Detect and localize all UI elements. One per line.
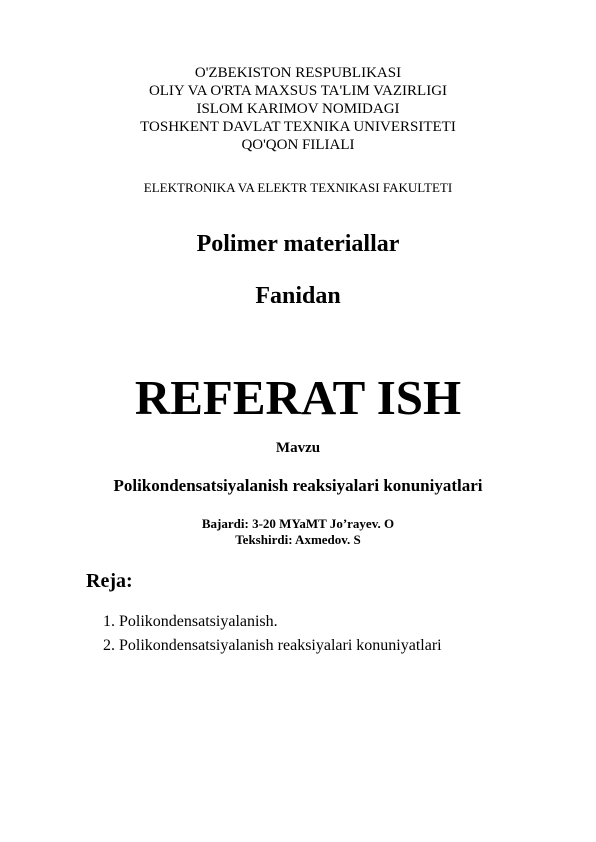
header-line-ministry: OLIY VA O'RTA MAXSUS TA'LIM VAZIRLIGI	[148, 83, 448, 99]
header-line-branch: QO'QON FILIALI	[241, 137, 355, 153]
institution-header	[0, 64, 596, 154]
checked-by: Tekshirdi: Axmedov. S	[235, 532, 361, 547]
header-line-named-after: ISLOM KARIMOV NOMIDAGI	[196, 101, 400, 117]
subject-suffix: Fanidan	[255, 283, 341, 309]
executor-info	[0, 516, 596, 548]
plan-title: Reja:	[86, 570, 133, 592]
document-type-heading: REFERAT ISH	[134, 370, 462, 425]
faculty-name: ELEKTRONIKA VA ELEKTR TEXNIKASI FAKULTETI	[143, 180, 453, 195]
subject-title: Polimer materiallar	[196, 231, 400, 257]
plan-list	[103, 610, 442, 658]
topic-label: Mavzu	[275, 440, 321, 456]
executed-by: Bajardi: 3-20 MYaMT Jo’rayev. O	[201, 516, 395, 531]
topic-title: Polikondensatsiyalanish reaksiyalari konuniyatlari	[113, 476, 483, 495]
plan-item: 1. Polikondensatsiyalanish.	[103, 613, 278, 630]
header-line-university: TOSHKENT DAVLAT TEXNIKA UNIVERSITETI	[140, 119, 456, 135]
header-line-country: O'ZBEKISTON RESPUBLIKASI	[194, 65, 402, 81]
plan-item: 2. Polikondensatsiyalanish reaksiyalari konuniyatlari	[103, 637, 442, 654]
